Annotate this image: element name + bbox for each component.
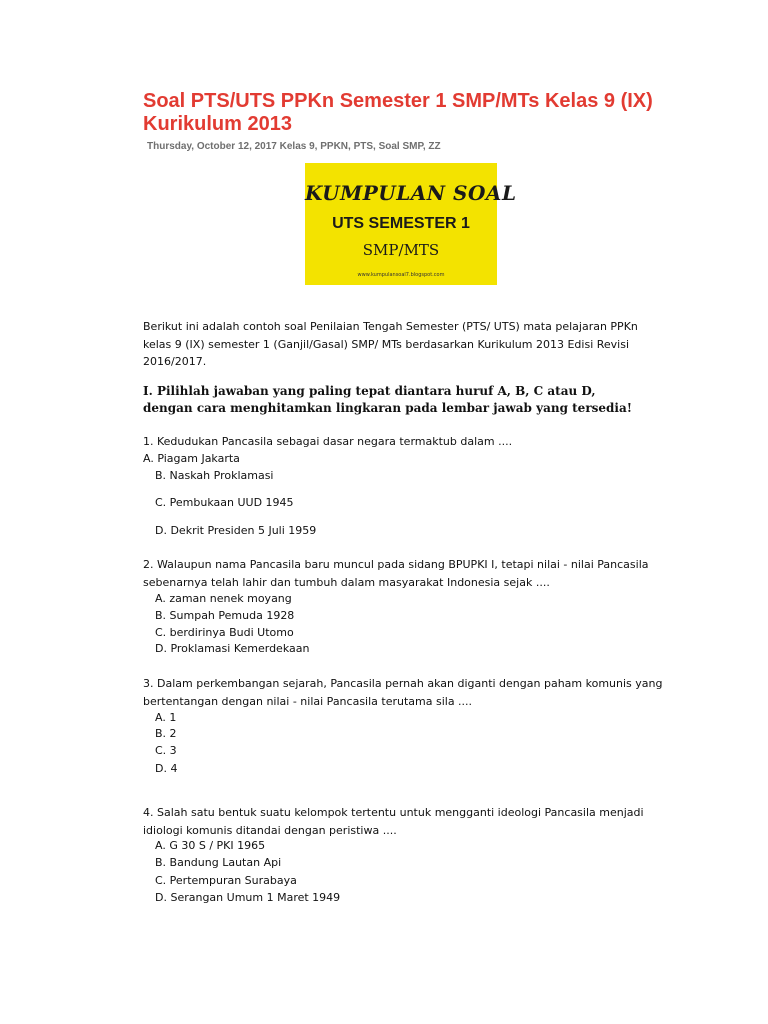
section-instruction: I. Pilihlah jawaban yang paling tepat diantara huruf A, B, C atau D, dengan cara menghitamkan lingkaran pada lembar jawab yang tersedia!	[143, 384, 633, 415]
post-meta: Thursday, October 12, 2017 Kelas 9, PPKN, PTS, Soal SMP, ZZ	[147, 141, 441, 152]
question-2-text: 2. Walaupun nama Pancasila baru muncul pada sidang BPUPKI I, tetapi nilai - nilai Pancasila sebenarnya telah lahir dan tumbuh dalam masyarakat Indonesia sejak ....	[143, 558, 649, 589]
intro-paragraph: Berikut ini adalah contoh soal Penilaian Tengah Semester (PTS/ UTS) mata pelajaran PPKn kelas 9 (IX) semester 1 (Ganjil/Gasal) SMP/ MTs berdasarkan Kurikulum 2013 Edisi Revisi 2016/2017.	[143, 320, 638, 368]
question-4-option-b: B. Bandung Lautan Api	[155, 856, 282, 869]
banner-url: www.kumpulansoal7.blogspot.com	[357, 272, 445, 278]
question-2-option-b: B. Sumpah Pemuda 1928	[155, 609, 295, 622]
question-2-option-c: C. berdirinya Budi Utomo	[155, 626, 294, 639]
question-1-option-b: B. Naskah Proklamasi	[155, 469, 274, 482]
question-3-option-c: C. 3	[155, 744, 177, 757]
question-3-option-a: A. 1	[155, 711, 177, 724]
question-4-option-a: A. G 30 S / PKI 1965	[155, 839, 266, 852]
question-3-option-b: B. 2	[155, 727, 177, 740]
question-2-option-a: A. zaman nenek moyang	[155, 592, 292, 605]
banner-level: SMP/MTS	[362, 241, 440, 259]
question-1-option-a: A. Piagam Jakarta	[143, 452, 240, 465]
question-1-option-d: D. Dekrit Presiden 5 Juli 1959	[155, 524, 317, 537]
question-1-text: 1. Kedudukan Pancasila sebagai dasar negara termaktub dalam ....	[143, 435, 513, 448]
banner-subheading: UTS SEMESTER 1	[332, 215, 470, 232]
article-title: Soal PTS/UTS PPKn Semester 1 SMP/MTs Kelas 9 (IX) Kurikulum 2013	[143, 90, 653, 135]
question-4-option-d: D. Serangan Umum 1 Maret 1949	[155, 891, 341, 904]
banner-heading: KUMPULAN SOAL	[305, 181, 517, 205]
question-3-option-d: D. 4	[155, 762, 178, 775]
question-4-option-c: C. Pertempuran Surabaya	[155, 874, 297, 887]
question-2-option-d: D. Proklamasi Kemerdekaan	[155, 642, 310, 655]
question-1-option-c: C. Pembukaan UUD 1945	[155, 496, 294, 509]
question-4-text: 4. Salah satu bentuk suatu kelompok tertentu untuk mengganti ideologi Pancasila menjadi idiologi komunis ditandai dengan peristiwa ....	[143, 806, 644, 837]
banner-image	[305, 163, 517, 285]
question-3-text: 3. Dalam perkembangan sejarah, Pancasila pernah akan diganti dengan paham komunis yang bertentangan dengan nilai - nilai Pancasila terutama sila ....	[143, 677, 663, 708]
